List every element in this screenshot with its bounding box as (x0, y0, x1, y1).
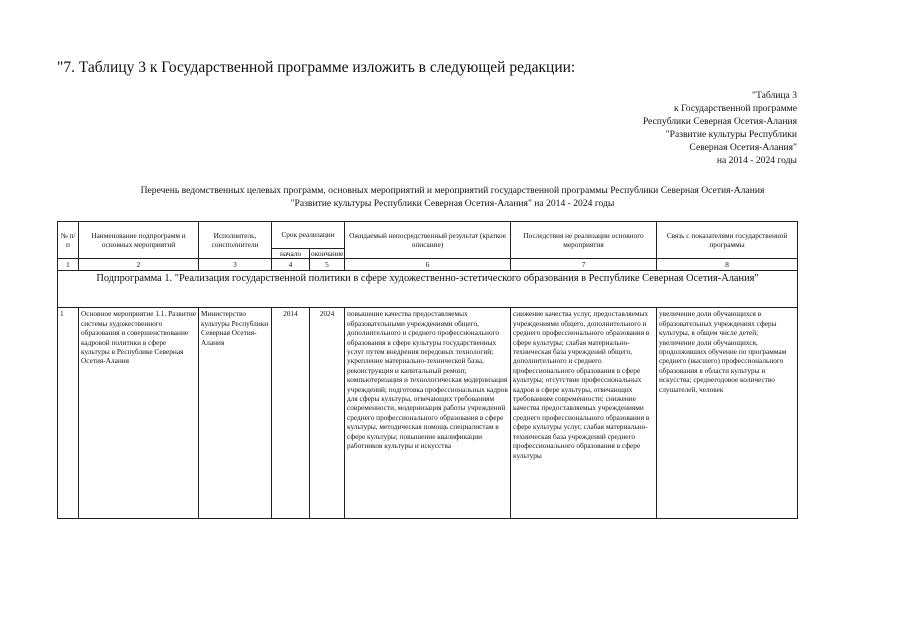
column-number: 2 (79, 259, 199, 271)
header-name: Наименование подпрограмм и основных мероприятий (79, 222, 199, 259)
header-num: № п/п (58, 222, 79, 259)
table-note-line: "Развитие культуры Республики (665, 129, 797, 140)
subprogram-row (58, 271, 798, 308)
document-title-line1: Перечень ведомственных целевых программ, основных мероприятий и мероприятий государственной программы Республики Северная Осетия-Алания (140, 185, 765, 196)
document-title-line2: "Развитие культуры Республики Северная Осетия-Алания" на 2014 - 2024 годы (290, 198, 615, 209)
header-period: Срок реализации (272, 222, 345, 249)
program-table (57, 221, 798, 519)
table-note-line: Республики Северная Осетия-Алания (642, 116, 797, 127)
row-consequences: снижение качества услуг, предоставляемых учреждениями общего, дополнительного и среднего профессионального образования в сфере культуры; слабая материально-техническая база учреждений общего, дополнительного и среднего профессионального образования в сфере культуры; отсутствие профессиональных кадров в сфере культуры, отвечающих требованиям современности; снижение качества предоставляемых учреждениями среднего профессионального образования в сфере культуры услуг, слабая материально-техническая база учреждений среднего профессионального образования в сфере культуры (511, 308, 657, 519)
header-row (58, 222, 798, 249)
table-note-line: к Государственной программе (674, 103, 797, 114)
column-number: 8 (657, 259, 798, 271)
header-start: начало (272, 249, 310, 259)
subprogram-title: Подпрограмма 1. "Реализация государственной политики в сфере художественно-эстетического образования в Республике Северная Осетия-Алания" (58, 271, 798, 308)
column-number: 1 (58, 259, 79, 271)
amendment-intro: "7. Таблицу 3 к Государственной программе изложить в следующей редакции: (57, 59, 576, 76)
column-number: 7 (511, 259, 657, 271)
table-note-line: Северная Осетия-Алания" (689, 142, 797, 153)
column-number: 3 (199, 259, 272, 271)
row-num: 1 (58, 308, 79, 519)
table-note-line: "Таблица 3 (752, 90, 797, 101)
table-row (58, 308, 798, 519)
row-link: увеличение доли обучающихся в образовательных учреждениях сферы культуры, в общем числе детей; увеличение доли обучающихся, продолживших обучение по программам среднего (высшего) профессионального образования в области культуры и искусства; среднегодовое количество слушателей, человек (657, 308, 798, 519)
column-numbers-row (58, 259, 798, 271)
column-number: 4 (272, 259, 310, 271)
table-note-line: на 2014 - 2024 годы (716, 155, 797, 166)
document-title (55, 184, 850, 210)
row-result: повышение качества предоставляемых образовательными учреждениями общего, дополнительного и среднего профессионального образования в сфере культуры государственных услуг путем внедрения передовых технологий; укрепление материально-технической базы, реконструкция и капитальный ремонт, компьютеризация и технологическая модернизация учреждений; подготовка профессиональных кадров для сферы культуры, отвечающих требованиям современности, модернизация работы учреждений среднего профессионального образования в сфере культуры, методическая помощь специалистам в сфере культуры; повышение квалификации работников культуры и искусства (345, 308, 511, 519)
header-end: окончание (311, 249, 344, 258)
row-executor: Министерство культуры Республики Северная Осетия-Алания (199, 308, 272, 519)
header-consequences: Последствия не реализации основного мероприятия (511, 222, 657, 259)
header-link: Связь с показателями государственной программы (657, 222, 798, 259)
row-end: 2024 (310, 308, 345, 519)
table-note (643, 89, 797, 167)
column-number: 5 (310, 259, 345, 271)
row-start: 2014 (272, 308, 310, 519)
header-result: Ожидаемый непосредственный результат (краткое описание) (345, 222, 511, 259)
row-name: Основное мероприятие 1.1. Развитие системы художественного образования и совершенствование кадровой политики в сфере культуры в Республике Северная Осетия-Алания (79, 308, 199, 519)
column-number: 6 (345, 259, 511, 271)
header-executor: Исполнитель, соисполнители (199, 222, 272, 259)
